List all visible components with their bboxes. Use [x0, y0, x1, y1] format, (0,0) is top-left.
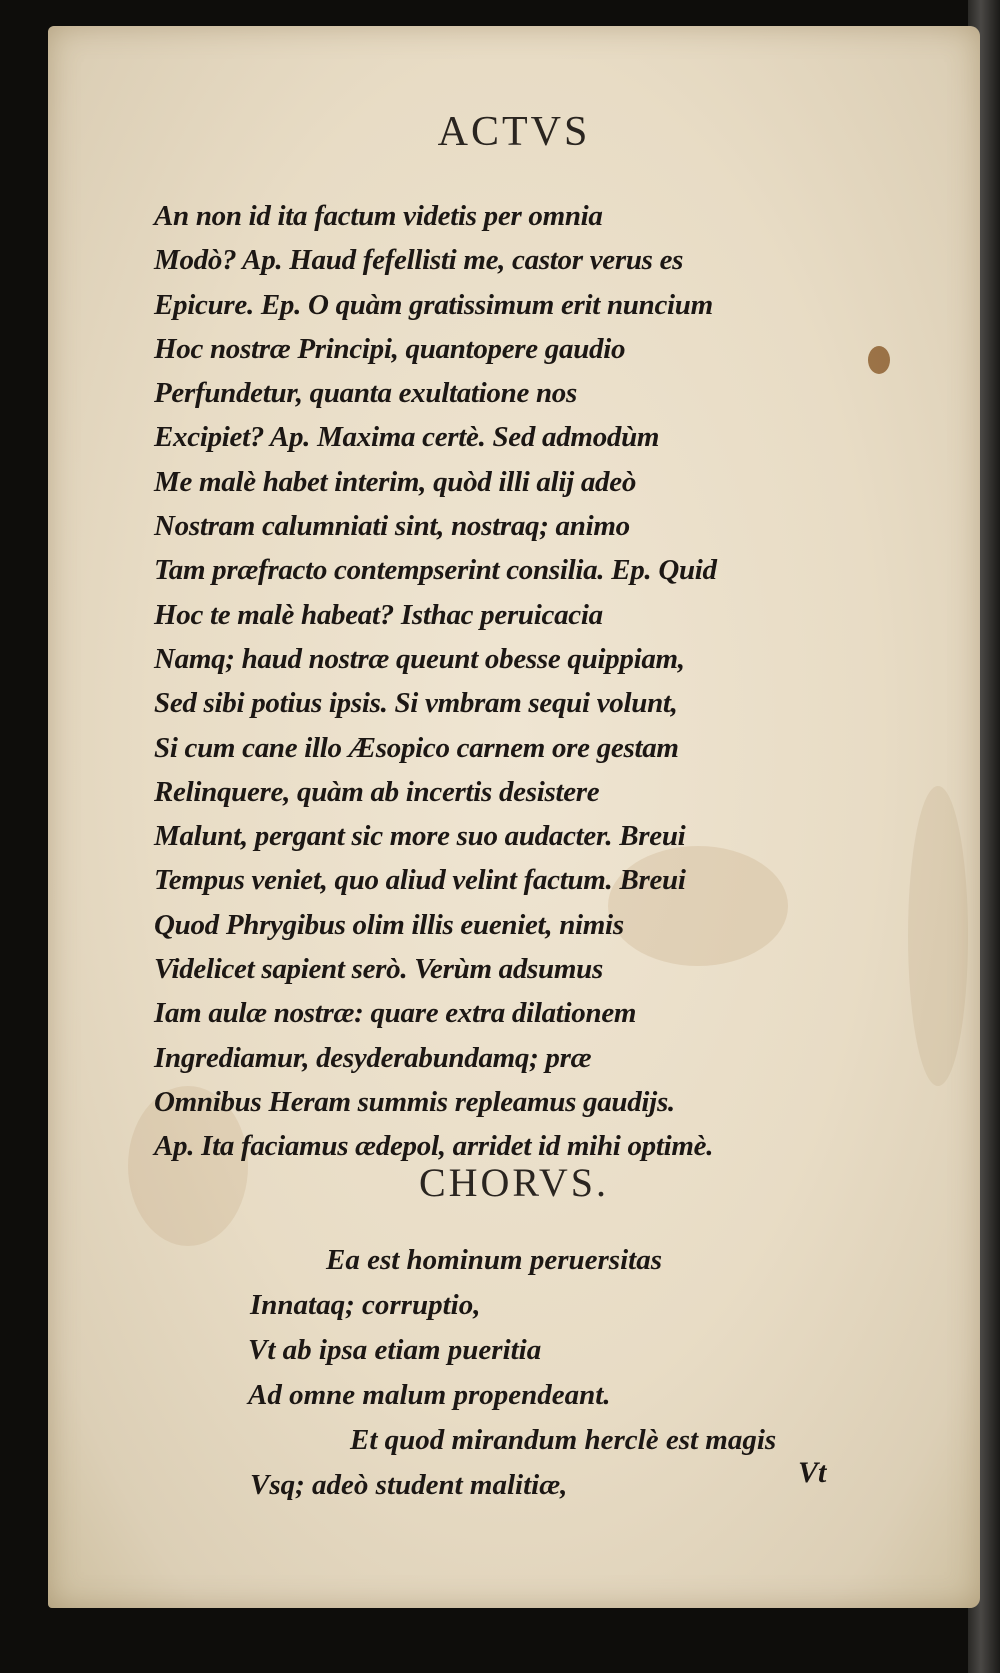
verse-line: An non id ita factum videtis per omnia [154, 200, 603, 232]
verse-line: Hoc nostræ Principi, quantopere gaudio [154, 332, 626, 365]
chorus-line: Et quod mirandum herclè est magis [350, 1424, 777, 1456]
verse-line: Sed sibi potius ipsis. Si vmbram sequi volunt, [154, 687, 678, 720]
verse-line: Perfundetur, quanta exultatione nos [154, 377, 577, 410]
verse-line: Ap. Ita faciamus ædepol, arridet id mihi optimè. [154, 1130, 714, 1163]
running-head: ACTVS [437, 109, 591, 155]
chorus-line: Vt ab ipsa etiam pueritia [248, 1334, 542, 1366]
verse-line: Si cum cane illo Æsopico carnem ore gestam [154, 731, 679, 764]
verse-line: Omnibus Heram summis repleamus gaudijs. [154, 1085, 675, 1118]
verse-line: Modò? Ap. Haud fefellisti me, castor verus es [154, 244, 684, 277]
verse-block [154, 194, 954, 1169]
verse-line: Tempus veniet, quo aliud velint factum. Breui [154, 864, 686, 897]
verse-line: Namq; haud nostræ queunt obesse quippiam, [154, 642, 685, 675]
verse-line: Malunt, pergant sic more suo audacter. Breui [154, 820, 686, 853]
chorus-heading: CHORVS. [418, 1160, 610, 1205]
verse-line: Tam præfracto contempserint consilia. Ep. Quid [154, 554, 717, 587]
verse-line: Relinquere, quàm ab incertis desistere [154, 775, 600, 808]
verse-line: Ingrediamur, desyderabundamq; præ [154, 1041, 592, 1074]
chorus-line: Ea est hominum peruersitas [326, 1244, 662, 1276]
chorus-line: Vsq; adeò student malitiæ, [250, 1469, 568, 1501]
verse-line: Videlicet sapient serò. Verùm adsumus [154, 953, 603, 986]
catchword: Vt [798, 1456, 827, 1489]
verse-line: Me malè habet interim, quòd illi alij adeò [154, 465, 637, 498]
verse-line: Epicure. Ep. O quàm gratissimum erit nuncium [154, 288, 713, 321]
chorus-line: Innataq; corruptio, [250, 1289, 481, 1321]
book-page [48, 26, 980, 1608]
verse-line: Iam aulæ nostræ: quare extra dilationem [154, 997, 637, 1030]
verse-line: Hoc te malè habeat? Isthac peruicacia [154, 598, 603, 631]
verse-line: Excipiet? Ap. Maxima certè. Sed admodùm [154, 421, 660, 454]
chorus-block [48, 1238, 980, 1508]
chorus-line: Ad omne malum propendeant. [248, 1379, 611, 1411]
verse-line: Quod Phrygibus olim illis eueniet, nimis [154, 908, 624, 941]
verse-line: Nostram calumniati sint, nostraq; animo [154, 510, 630, 543]
